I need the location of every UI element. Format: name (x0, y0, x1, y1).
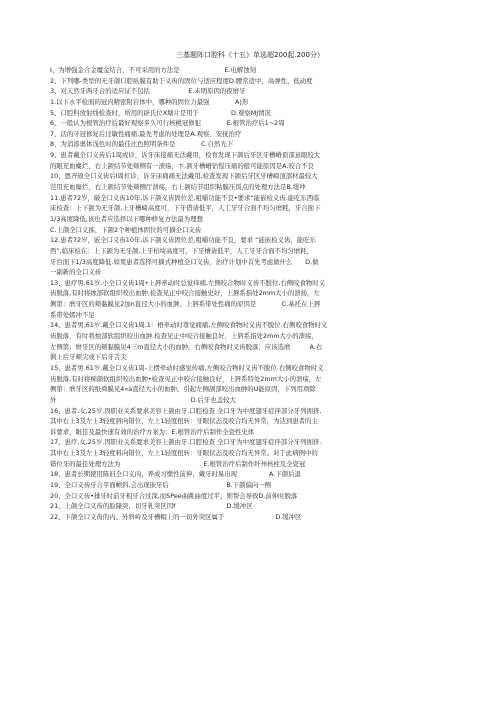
text-line: 俐上后牙颊尖或下后牙舌尖 (50, 353, 127, 362)
text-line: 左侧第：磨牙区的颊黏膜见4三m直径大小的血肿。右侧咬食物时义齿脱落，应该选磨 A.右 (50, 342, 323, 351)
text-line: 2、下列哪-类型的无牙颌口腔纵膜有助于义齿的固位与适应程度D.腰常适中，高弹性、低动度 (50, 76, 313, 85)
text-line: 16、患者.女,25岁.因职业关系要求美容上颌由牙.口腔检查 全口牙为中度翅牙症伴部分牙列拥挤, (50, 406, 322, 415)
text-line: 11.患者72岁，破全口义齿10年,诉下颌义齿固位差,咀嚼功能不良•要求“能嵌检义齿.能吃东西临 (50, 193, 320, 202)
text-line: 13、患疗男,61岁.小全口义齿1周•上唇牵动时总觉痒痛,左侧咬合物时义齿不脱位,右侧咬食物时义 (50, 278, 326, 287)
text-line: 一副新的全口义齿 (50, 268, 102, 277)
text-line: 侧第：磨牙区的颊黏膜见2加n直径大小的血肿。上唇系带处性痛的原因是 C.基托在上唇 (50, 300, 321, 309)
text-line: 7、活的牙冠修复后过敏性痛痛,最先考虑的处理是A.观察、安抚治疗 (50, 129, 242, 138)
text-line: 10、悪齐致全口义齿后I周杠诊，诉牙床痛痛无法戴用,检查发现下颌后牙区牙槽崎顶部材最较大 (50, 172, 318, 181)
text-line: 8、为消滲奥体浅色时的最佳比色照明条件是 C.自然光下 (50, 140, 234, 149)
text-line: 其中右上3及左上3轻度料向错位，左上1轻度扭转：牙眼状态及咬合均无异常。对于此病例中的 (50, 449, 318, 458)
text-line: 范用充血糜烂，右上颌结节处颊侧厅溃疡，右上颌结节组织粘膜压饭点的处理方法是B.缓冲 (50, 183, 306, 192)
text-line: 9、患者戴全口义齿后1周或诊，诉牙床接痛无法戴用，检育发现下颌后牙区牙槽嵴顶部意眼较大 (50, 151, 321, 160)
text-line: 15、患者男.61岁.戴全口义齿1周-上楞牵动时感觉传痛,左侧咬合物时义齿不脱位.右侧咬食物时义 (50, 363, 324, 372)
text-line: 系带处嫣冲不足 (50, 310, 95, 319)
text-line: 床检查：上下颌为无牙颌,上牙槽崎高度可，下牙借请低平，人工牙牙合面不均匀磨耗，牙合面下 (50, 204, 321, 213)
text-line: C.上颌全口义拣，下颌2个种植体固位的可摘全口义齿 (50, 225, 202, 234)
text-line: 6、一般认为根管治疗后最好观察多久可行核桃冠修犯 E.根管治疗后1~2周 (50, 119, 285, 128)
text-line: 的眼充血麋烂，右上颌结节处颊侧有一溃疡，卞.颌牙槽嵴钻惺压痛的般可能原因是A.咬合不良 (50, 161, 314, 170)
text-line: 诉要求，眼佳及最快速有效的治疗方案为：E.根管治疗后制作全瓷性史体 (50, 427, 255, 436)
text-line: 1/3高度降低,该也者应选择以下哪种修复方法最为理想 (50, 214, 203, 223)
text-line: 齿脱落,有时将痴颌软组织咬出血肿•检查见正中咬合接触良好，上唇系特处2mm大小的溃疡，左 (50, 374, 322, 383)
text-line: 外 D.后牙也盖较大 (50, 395, 236, 404)
text-line: 22、下颌全口义齿的内、外斜岭及牙槽帽上的一切外突区属于 D.缓冲区 (50, 512, 302, 521)
text-line: 3、对天然牙两牙合的适应证不包括 E.未明原因的夜磨牙 (50, 87, 246, 96)
page-title: 三基题阵口腔科《十五》单选超200起.200分） (176, 51, 324, 59)
text-line: 18、患者长期使用陈旧全口义肉，养成习惯性前伸，戴牙时易出现 A.下颌后退 (50, 470, 301, 479)
text-line: I、为增强金合金魔金结合，不可采用的方法是 E.电解蚀刻 (50, 66, 257, 74)
text-line: 错位牙的最佳处理方法为 E.根管治疗后制作纤州核柱及全瓷冠 (50, 459, 306, 468)
text-line: 牙台面下1/3高度降低.如果患者选择可摘式种植全口义齿，治疗计划中首先考虑做什么 D,做 (50, 257, 319, 266)
document-body (50, 65, 462, 523)
text-line: 21、上颌全口义齿的脸隆突，切牙乳突区因f D.缓冲区 (50, 502, 253, 511)
text-line: 西”,临床检在：上下颌为无牙颌,上牙柏埼高度可，下牙槽请低平，人工牙牙合面不均匀磨耗， (50, 246, 313, 255)
text-line: 12.患者72岁，嵌全口义齿10年,诉下颌义齿固位差,咀嚼功能不良，要求 “能嵌检义齿，能吃东 (50, 236, 316, 245)
text-line: 17、患疗.女,25岁.因职业关系要求美容上颌由牙.口腔检查 全口牙为中度翅牙症伴部分牙列拥挤. (50, 438, 322, 447)
text-line: 齿脱落，有时将烛部软组织咬出血肿.检查见正中咬合接触良好，上唇系指处2mm大小的溃疡， (50, 332, 318, 341)
text-line: 其中右上3及左上3轻度唇向错位，左上1轻度扭转：牙眼状态及咬合均无异常，为达到患者的主 (50, 417, 318, 426)
text-line: 齿脱落,有时将烛部软组织咬出血肿.检查见正中咬合接触史好，上唇系指处2mm大小的溃扬，左 (50, 289, 320, 298)
text-line: 5、口腔科放射线检查时，所用的辟氏位X塘片是用于 D.观察MJ情况 (50, 108, 271, 117)
text-line: 14、患者男,61岁.戴全口义齿1周.1：梧牵动时尊觉痛痛,左侧咬食物时义齿不脱位.右侧咬食物时义 (50, 321, 328, 330)
text-line: 1.以下水平检面的冠内精密附岩体中，哪种的固位力最强 A)形 (50, 97, 249, 106)
text-line: 20、全口义齿•排牙时前牙相牙合过深,而SPee曲跳曲度过平，则帮会导致D.前伸时脱落 (50, 491, 298, 500)
text-line: 19、全口义齿牙合平面帧斜,会出现嵌牙后 B.下颌偏向一侧 (50, 480, 272, 489)
text-line: 侧第：磨牙区的纸舜膜见4«a直径大小的血肿。引起左侧颉部咬出血肿的U能原因，下列用项除 (50, 385, 316, 394)
